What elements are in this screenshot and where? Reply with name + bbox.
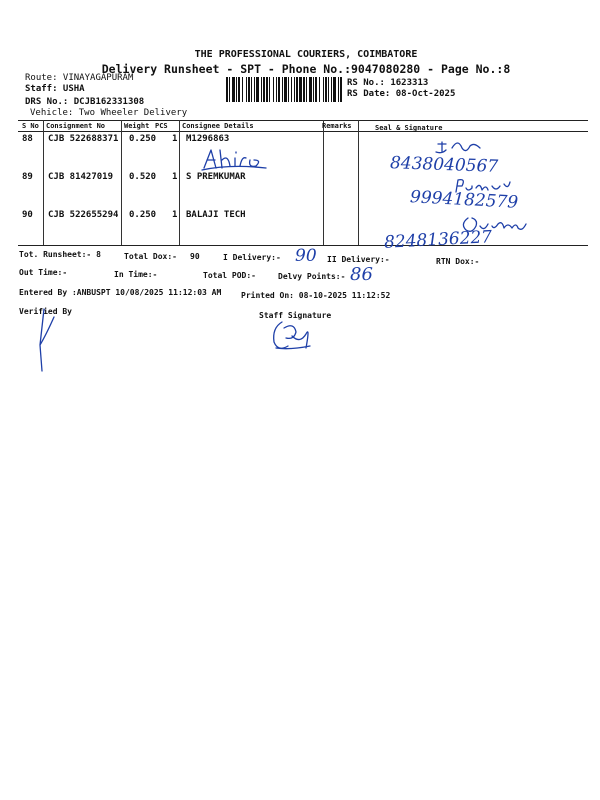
col-header-seal: Seal & Signature [375, 124, 443, 132]
row-sno: 89 [22, 172, 33, 182]
handwritten-phone-row89: 9994182579 [409, 187, 519, 213]
staff-signature [266, 318, 316, 354]
col-divider [43, 120, 44, 245]
rs-date: RS Date: 08-Oct-2025 [347, 89, 456, 99]
entered-by: Entered By :ANBUSPT 10/08/2025 11:12:03 AM [19, 288, 222, 297]
route-label: Route: VINAYAGAPURAM [25, 73, 134, 83]
total-dox-label: Total Dox:- [124, 252, 177, 261]
col-header-remarks: Remarks [322, 122, 352, 130]
row-weight: 0.250 [129, 134, 157, 144]
row-consignment: CJB 522655294 [48, 210, 119, 220]
row-weight: 0.520 [129, 172, 157, 182]
total-dox-value: 90 [190, 252, 200, 261]
table-top-rule [18, 120, 588, 121]
total-pod-label: Total POD:- [203, 271, 256, 280]
col-divider [179, 120, 180, 245]
drs-number: DRS No.: DCJB162331308 [25, 97, 145, 107]
rs-number: RS No.: 1623313 [347, 78, 429, 88]
row-pcs: 1 [172, 172, 178, 182]
handwritten-phone-row90: 8248136227 [383, 227, 493, 253]
handwritten-signature-row88 [200, 146, 270, 172]
row-consignment: CJB 522688371 [48, 134, 119, 144]
i-delivery-label: I Delivery:- [223, 253, 281, 262]
row-sno: 88 [22, 134, 33, 144]
verified-by-label: Verified By [19, 307, 72, 316]
barcode [226, 77, 343, 102]
handwritten-i-delivery: 90 [295, 246, 317, 266]
row-consignee: M1296863 [186, 134, 230, 144]
col-divider [358, 120, 359, 245]
col-header-weight: Weight [124, 122, 150, 130]
vehicle-label: Vehicle: Two Wheeler Delivery [30, 108, 188, 118]
col-divider [121, 120, 122, 245]
row-consignee: BALAJI TECH [186, 210, 246, 220]
in-time-label: In Time:- [114, 270, 158, 279]
col-header-consignment: Consignment No [46, 122, 106, 130]
row-pcs: 1 [172, 134, 178, 144]
printed-on: Printed On: 08-10-2025 11:12:52 [241, 291, 391, 300]
col-divider [323, 120, 324, 245]
delvy-points-label: Delvy Points:- [278, 272, 346, 281]
rtn-dox-label: RTN Dox:- [436, 257, 480, 266]
handwritten-phone-row88: 8438040567 [389, 153, 499, 177]
col-header-consignee: Consignee Details [182, 122, 254, 130]
staff-signature-label: Staff Signature [259, 311, 332, 320]
ii-delivery-label: II Delivery:- [327, 255, 390, 264]
staff-label: Staff: USHA [25, 84, 85, 94]
row-pcs: 1 [172, 210, 178, 220]
row-consignment: CJB 81427019 [48, 172, 114, 182]
company-name: THE PROFESSIONAL COURIERS, COIMBATORE [194, 49, 418, 60]
runsheet-title: Delivery Runsheet - SPT - Phone No.:9047080280 - Page No.:8 [101, 62, 511, 76]
table-header-rule [18, 131, 588, 132]
col-header-pcs: PCS [155, 122, 168, 130]
out-time-label: Out Time:- [19, 268, 68, 277]
row-sno: 90 [22, 210, 33, 220]
col-header-sno: S No [22, 122, 39, 130]
verified-by-signature [30, 305, 60, 375]
handwritten-signature-row88-top [434, 136, 484, 156]
handwritten-delivery-points: 86 [350, 264, 373, 285]
row-consignee: S PREMKUMAR [186, 172, 246, 182]
tot-runsheet: Tot. Runsheet:- 8 [19, 250, 101, 259]
row-weight: 0.250 [129, 210, 157, 220]
